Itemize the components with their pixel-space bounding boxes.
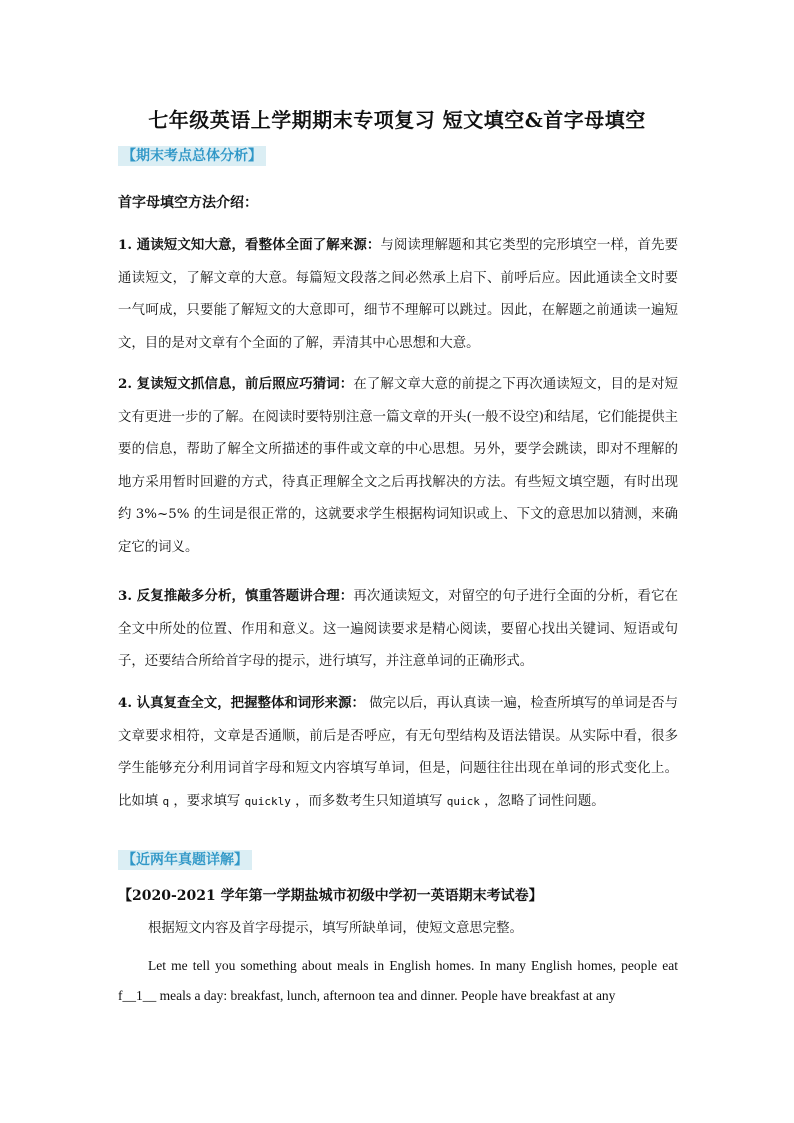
method-body-4-post: ，忽略了词性问题。 xyxy=(479,793,605,809)
method-body-4-mid1: ，要求填写 xyxy=(169,793,245,809)
page-title: 七年级英语上学期期末专项复习 短文填空&首字母填空 xyxy=(148,108,646,132)
method-body-4-pre: 做完以后，再认真读一遍，检查所填写的单词是否与文章要求相符，文章是否通顺，前后是否呼应，有无句型结构及语法错误。从实际中看，很多学生能够充分利用词首字母和短文内容填写单词，但是，问题往往出现在单词的形式变化上。比如填 xyxy=(118,696,679,809)
method-paragraph-3 xyxy=(118,580,678,679)
method-body-1: 与阅读理解题和其它类型的完形填空一样，首先要通读短文，了解文章的大意。每篇短文段落之间必然承上启下、前呼后应。因此通读全文时要一气呵成，只要能了解短文的大意即可，细节不理解可以跳过。因此，在解题之前通读一遍短文，目的是对文章有个全面的了解，弄清其中心思想和大意。 xyxy=(118,238,679,351)
method-body-3: 再次通读短文，对留空的句子进行全面的分析，看它在全文中所处的位置、作用和意义。这一遍阅读要求是精心阅读，要留心找出关键词、短语或句子，还要结合所给首字母的提示，进行填写，并注意单词的正确形式。 xyxy=(118,589,678,669)
method-heading: 首字母填空方法介绍： xyxy=(118,195,258,211)
code-quickly: quickly xyxy=(244,794,291,808)
method-lead-4: 4. 认真复查全文，把握整体和词形来源： xyxy=(118,695,365,711)
method-lead-3: 3. 反复推敲多分析，慎重答题讲合理： xyxy=(118,588,354,604)
method-body-2: 在了解文章大意的前提之下再次通读短文，目的是对短文有更进一步的了解。在阅读时要特别注意一篇文章的开头(一般不设空)和结尾，它们能提供主要的信息，帮助了解全文所描述的事件或文章的中心思想。另外，要学会跳读，即对不理解的地方采用暂时回避的方式，待真正理解全文之后再找解决的方法。有些短文填空题，有时出现约 3%~5% 的生词是很正常的，这就要求学生根据构词知识或上、下文的意思加以猜测，来确定它的词义。 xyxy=(118,377,678,555)
method-paragraph-4 xyxy=(118,687,678,818)
method-body-4-mid2: ，而多数考生只知道填写 xyxy=(290,793,447,809)
exam-passage: Let me tell you something about meals in English homes. In many English homes, people eat f__1__ meals a day: breakfast, lunch, afternoon tea and dinner. People have breakfast at any xyxy=(118,958,678,1003)
exam-instruction: 根据短文内容及首字母提示，填写所缺单词，使短文意思完整。 xyxy=(148,921,523,936)
section-tag-exams: 【近两年真题详解】 xyxy=(118,850,252,870)
method-lead-2: 2. 复读短文抓信息，前后照应巧猜词： xyxy=(118,376,354,392)
method-lead-1: 1. 通读短文知大意，看整体全面了解来源： xyxy=(118,237,381,253)
section-tag-analysis: 【期末考点总体分析】 xyxy=(118,146,266,166)
code-quick: quick xyxy=(446,794,480,808)
exam-title: 【2020-2021 学年第一学期盐城市初级中学初一英语期末考试卷】 xyxy=(118,888,543,904)
method-paragraph-2 xyxy=(118,368,678,564)
code-q: q xyxy=(162,794,170,808)
method-paragraph-1 xyxy=(118,229,678,360)
